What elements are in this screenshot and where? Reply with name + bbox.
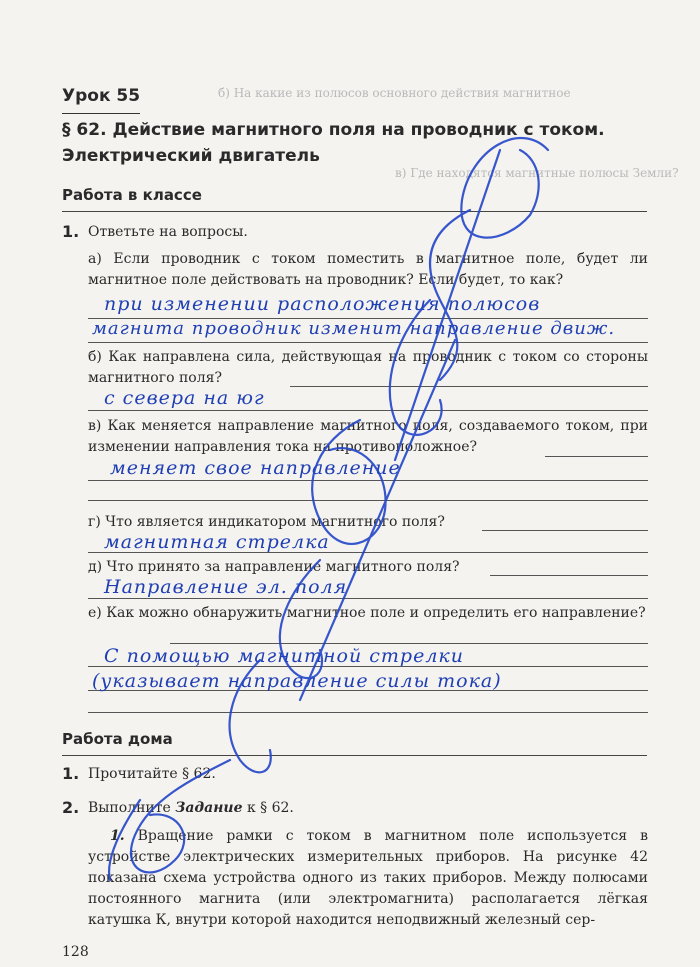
homework-1-text: Прочитайте § 62. xyxy=(88,766,216,782)
handwritten-answer-d: Направление эл. поля xyxy=(104,576,348,598)
homework-heading: Работа дома xyxy=(62,730,173,748)
scribble-stroke xyxy=(395,150,500,460)
scribble-stroke xyxy=(230,660,271,772)
handwritten-answer-a2: магнита проводник изменит направление движ. xyxy=(92,318,616,339)
homework-2-prefix: Выполните xyxy=(88,800,176,816)
task-1-number: 1. xyxy=(62,222,80,241)
task-1-text: Ответьте на вопросы. xyxy=(88,224,248,240)
question-b: б) Как направлена сила, действующая на проводник с током со стороны магнитного поля? xyxy=(88,349,648,386)
homework-task-text: Вращение рамки с током в магнитном поле используется в устройстве электрических измерительных приборов. На рисунке 42 показана схема устройства одного из таких приборов. Между полюсами постоянного магнита (или электромагнита) располагается лёгкая катушка К, внутри которой находится неподвижный железный сер- xyxy=(88,828,648,928)
scribble-stroke xyxy=(131,760,230,872)
paragraph-title: § 62. Действие магнитного поля на проводник с током. Электрический двигатель xyxy=(62,120,605,166)
homework-task-label: 1. xyxy=(110,828,125,844)
bleed-through-text: б) На какие из полюсов основного действия магнитное xyxy=(218,86,571,100)
scribble-stroke xyxy=(109,800,140,880)
question-g: г) Что является индикатором магнитного поля? xyxy=(88,514,445,530)
scribble-stroke xyxy=(280,560,322,678)
handwritten-answer-e2: (указывает направление силы тока) xyxy=(92,670,502,692)
handwritten-answer-b: с севера на юг xyxy=(104,387,265,409)
question-v: в) Как меняется направление магнитного поля, создаваемого током, при изменении направления тока на противоположное? xyxy=(88,418,648,455)
bleed-through-text: в) Где находятся магнитные полюсы Земли? xyxy=(395,166,679,180)
homework-1-number: 1. xyxy=(62,764,80,783)
homework-2-number: 2. xyxy=(62,798,80,817)
handwritten-answer-a1: при изменении расположения полюсов xyxy=(104,293,541,315)
question-e: е) Как можно обнаружить магнитное поле и определить его направление? xyxy=(88,605,646,621)
page-number: 128 xyxy=(62,944,89,960)
scribble-stroke xyxy=(300,340,455,700)
homework-2-task-word: Задание xyxy=(175,800,243,816)
handwritten-answer-g: магнитная стрелка xyxy=(104,531,330,553)
question-a: а) Если проводник с током поместить в магнитное поле, будет ли магнитное поле действовать на проводник? Если будет, то как? xyxy=(88,251,648,288)
question-d: д) Что принято за направление магнитного поля? xyxy=(88,559,460,575)
lesson-label: Урок 55 xyxy=(62,86,141,106)
scribble-stroke xyxy=(390,300,442,435)
classwork-heading: Работа в классе xyxy=(62,186,202,204)
homework-2-suffix: к § 62. xyxy=(242,800,294,816)
handwritten-answer-v: меняет свое направление xyxy=(110,457,401,479)
handwritten-answer-e1: С помощью магнитной стрелки xyxy=(104,645,465,667)
